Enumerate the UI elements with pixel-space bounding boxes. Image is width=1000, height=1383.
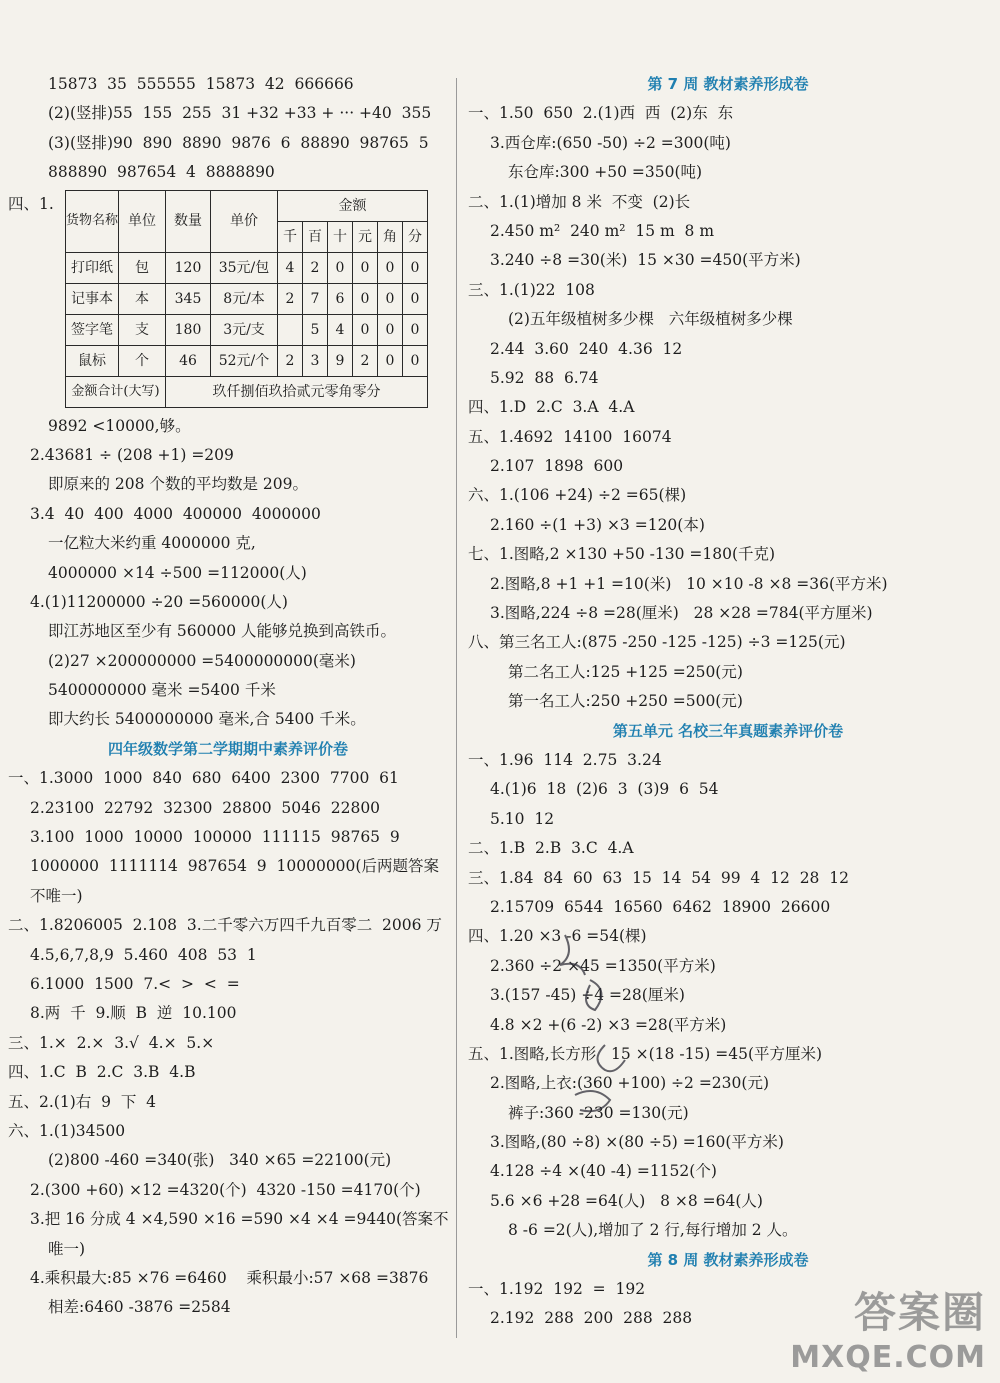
answer-line: 四、1.D 2.C 3.A 4.A [468,398,635,417]
total-value: 玖仟捌佰玖拾贰元零角零分 [166,376,428,407]
answer-line: 一、1.192 192 = 192 [468,1280,646,1299]
cell-digit: 0 [378,345,403,376]
header-amount: 金额 [278,190,428,221]
table-row [66,252,428,283]
cell-qty: 345 [166,283,211,314]
cell-digit: 2 [278,283,303,314]
answer-line: 五、1.图略,长方形 15 ×(18 -15) =45(平方厘米) [468,1044,823,1063]
cell-digit: 0 [403,283,428,314]
answer-line: 4.(1)11200000 ÷20 =560000(人) [30,592,288,611]
section-title: 四年级数学第二学期期中素养评价卷 [107,739,348,758]
answer-line: 3.240 ÷8 =30(米) 15 ×30 =450(平方米) [490,251,801,270]
cell-digit: 0 [353,314,378,345]
cell-digit: 5 [303,314,328,345]
answer-line: 六、1.(106 +24) ÷2 =65(棵) [468,486,687,505]
answer-line: 第二名工人:125 +125 =250(元) [508,662,743,681]
answer-line: 2.160 ÷(1 +3) ×3 =120(本) [490,515,705,534]
answer-line: 2.44 3.60 240 4.36 12 [490,339,683,358]
table-row [66,283,428,314]
answer-line: 一、1.3000 1000 840 680 6400 2300 7700 61 [8,769,399,788]
cell-qty: 180 [166,314,211,345]
answer-line: 8 -6 =2(人),增加了 2 行,每行增加 2 人。 [508,1221,798,1240]
left-after-table [8,412,448,735]
cell-digit: 0 [353,252,378,283]
answer-line: 2.360 ÷2 ×45 =1350(平方米) [490,956,716,975]
cell-digit: 0 [328,252,353,283]
answer-line: 一、1.96 114 2.75 3.24 [468,750,662,769]
cell-digit: 0 [378,314,403,345]
cell-digit: 0 [403,252,428,283]
cell-digit: 3 [303,345,328,376]
cell-digit: 0 [378,252,403,283]
answer-line: (2)五年级植树多少棵 六年级植树多少棵 [508,310,793,329]
answer-line: 裤子:360 -230 =130(元) [508,1103,689,1122]
cell-digit: 0 [403,314,428,345]
answer-line: 唯一) [48,1239,86,1258]
table-row [66,314,428,345]
answer-line: 3.100 1000 10000 100000 111115 98765 9 [30,828,400,847]
answer-line: 4000000 ×14 ÷500 =112000(人) [48,563,307,582]
table-row [66,345,428,376]
answer-line: 9892 <10000,够。 [48,416,191,435]
answer-line: 3.(157 -45) ÷4 =28(厘米) [490,986,685,1005]
answer-line: 4.(1)6 18 (2)6 3 (3)9 6 54 [490,780,719,799]
answer-line: 相差:6460 -3876 =2584 [48,1298,231,1317]
digit-header: 百 [303,221,328,252]
answer-line: 2.192 288 200 288 288 [490,1309,693,1328]
header-item-name: 货物名称 [66,190,119,252]
cell-digit: 4 [278,252,303,283]
answer-line: 三、1.84 84 60 63 15 14 54 99 4 12 28 12 [468,868,849,887]
answer-line: 2.(300 +60) ×12 =4320(个) 4320 -150 =4170(个) [30,1180,421,1199]
answer-line: 2.23100 22792 32300 28800 5046 22800 [30,798,381,817]
cell-digit: 4 [328,314,353,345]
left-column [8,70,448,1323]
answer-line: 即大约长 5400000000 毫米,合 5400 千米。 [48,710,366,729]
answer-line: 三、1.× 2.× 3.√ 4.× 5.× [8,1033,215,1052]
cell-digit: 0 [378,283,403,314]
answer-line: 3.西仓库:(650 -50) ÷2 =300(吨) [490,133,731,152]
answer-line: 15873 35 555555 15873 42 666666 [48,75,354,93]
digit-header: 分 [403,221,428,252]
answer-line: 5.92 88 6.74 [490,368,599,387]
unit5-title: 第五单元 名校三年真题素养评价卷 [612,721,844,740]
answer-line: 6.1000 1500 7.< > < = [30,974,240,993]
answer-line: 二、1.8206005 2.108 3.二千零六万四千九百零二 2006 万 [8,916,442,935]
answer-line: 4.8 ×2 +(6 -2) ×3 =28(平方米) [490,1015,727,1034]
week7-answers [468,99,988,716]
cell-digit [278,314,303,345]
cell-digit: 7 [303,283,328,314]
left-section-answers [8,764,448,1322]
answer-line: (2)(竖排)55 155 255 31 +32 +33 + ··· +40 355 [48,104,432,123]
cell-unit: 本 [119,283,166,314]
answer-line: (2)27 ×200000000 =5400000000(毫米) [48,651,356,670]
watermark-url: MXQE.COM [790,1340,986,1375]
question-label: 四、1. [8,194,54,213]
cell-name: 签字笔 [66,314,119,345]
cell-qty: 46 [166,345,211,376]
answer-line: 即江苏地区至少有 560000 人能够兑换到高铁币。 [48,622,397,641]
watermark-logo-text: 答案圈 [853,1288,986,1337]
answer-line: 七、1.图略,2 ×130 +50 -130 =180(千克) [468,545,776,564]
cell-unit: 个 [119,345,166,376]
week7-title: 第 7 周 教材素养形成卷 [647,75,809,93]
cell-price: 52元/个 [211,345,278,376]
digit-header: 角 [378,221,403,252]
header-unit: 单位 [119,190,166,252]
cell-price: 3元/支 [211,314,278,345]
right-column [468,70,988,1334]
answer-line: 一亿粒大米约重 4000000 克, [48,534,256,553]
cell-name: 打印纸 [66,252,119,283]
cell-name: 鼠标 [66,345,119,376]
answer-line: 8.两 千 9.顺 B 逆 10.100 [30,1004,237,1023]
answer-line: 888890 987654 4 8888890 [48,163,275,182]
week8-title: 第 8 周 教材素养形成卷 [647,1250,809,1269]
answer-line: (2)800 -460 =340(张) 340 ×65 =22100(元) [48,1151,392,1170]
answer-line: 2.15709 6544 16560 6462 18900 26600 [490,897,831,916]
cell-qty: 120 [166,252,211,283]
cell-digit: 0 [403,345,428,376]
answer-line: 3.4 40 400 4000 400000 4000000 [30,504,321,523]
digit-header: 十 [328,221,353,252]
answer-line: 四、1.C B 2.C 3.B 4.B [8,1063,196,1082]
header-quantity: 数量 [166,190,211,252]
answer-line: 四、1.20 ×3 -6 =54(棵) [468,927,647,946]
cell-unit: 支 [119,314,166,345]
answer-line: 1000000 1111114 987654 9 10000000(后两题答案 [30,857,439,876]
cell-price: 8元/本 [211,283,278,314]
answer-line: 4.乘积最大:85 ×76 =6460 乘积最小:57 ×68 =3876 [30,1268,429,1287]
answer-line: 2.图略,上衣:(360 +100) ÷2 =230(元) [490,1074,769,1093]
cell-digit: 6 [328,283,353,314]
answer-line: 2.107 1898 600 [490,457,624,476]
cell-digit: 2 [278,345,303,376]
cell-name: 记事本 [66,283,119,314]
answer-line: 2.450 m² 240 m² 15 m 8 m [490,221,715,240]
cell-digit: 2 [353,345,378,376]
header-unit-price: 单价 [211,190,278,252]
digit-header: 元 [353,221,378,252]
answer-line: 5400000000 毫米 =5400 千米 [48,681,276,700]
answer-line: 二、1.B 2.B 3.C 4.A [468,839,634,858]
answer-line: 东仓库:300 +50 =350(吨) [508,163,703,182]
answer-line: 3.把 16 分成 4 ×4,590 ×16 =590 ×4 ×4 =9440(答案不 [30,1210,449,1229]
answer-line: 即原来的 208 个数的平均数是 209。 [48,475,308,494]
total-label: 金额合计(大写) [66,376,166,407]
cell-digit: 2 [303,252,328,283]
answer-line: 5.10 12 [490,809,555,828]
goods-amount-table [65,190,428,408]
answer-line: 4.5,6,7,8,9 5.460 408 53 1 [30,945,257,964]
answer-line: 第一名工人:250 +250 =500(元) [508,692,743,711]
answer-line: 3.图略,224 ÷8 =28(厘米) 28 ×28 =784(平方厘米) [490,604,873,623]
cell-unit: 包 [119,252,166,283]
cell-digit: 9 [328,345,353,376]
table-total-row [66,376,428,407]
answer-line: 4.128 ÷4 ×(40 -4) =1152(个) [490,1162,717,1181]
answer-line: (3)(竖排)90 890 8890 9876 6 88890 98765 5 [48,133,429,152]
goods-table-block [8,190,448,408]
digit-header: 千 [278,221,303,252]
handwriting-scribble-icon [545,925,655,1135]
answer-line: 六、1.(1)34500 [8,1121,126,1140]
column-divider [456,78,457,1338]
site-watermark [790,1280,986,1375]
answer-line: 一、1.50 650 2.(1)西 西 (2)东 东 [468,104,734,123]
answer-line: 五、1.4692 14100 16074 [468,427,672,446]
answer-line: 五、2.(1)右 9 下 4 [8,1092,157,1111]
answer-line: 二、1.(1)增加 8 米 不变 (2)长 [468,192,691,211]
answer-line: 不唯一) [30,886,83,905]
answer-line: 2.图略,8 +1 +1 =10(米) 10 ×10 -8 ×8 =36(平方米) [490,574,888,593]
answer-line: 2.43681 ÷ (208 +1) =209 [30,445,234,464]
answer-line: 八、第三名工人:(875 -250 -125 -125) ÷3 =125(元) [468,633,846,652]
answer-line: 三、1.(1)22 108 [468,280,595,299]
answer-line: 5.6 ×6 +28 =64(人) 8 ×8 =64(人) [490,1191,763,1210]
cell-price: 35元/包 [211,252,278,283]
cell-digit: 0 [353,283,378,314]
answer-line: 3.图略,(80 ÷8) ×(80 ÷5) =160(平方米) [490,1133,784,1152]
